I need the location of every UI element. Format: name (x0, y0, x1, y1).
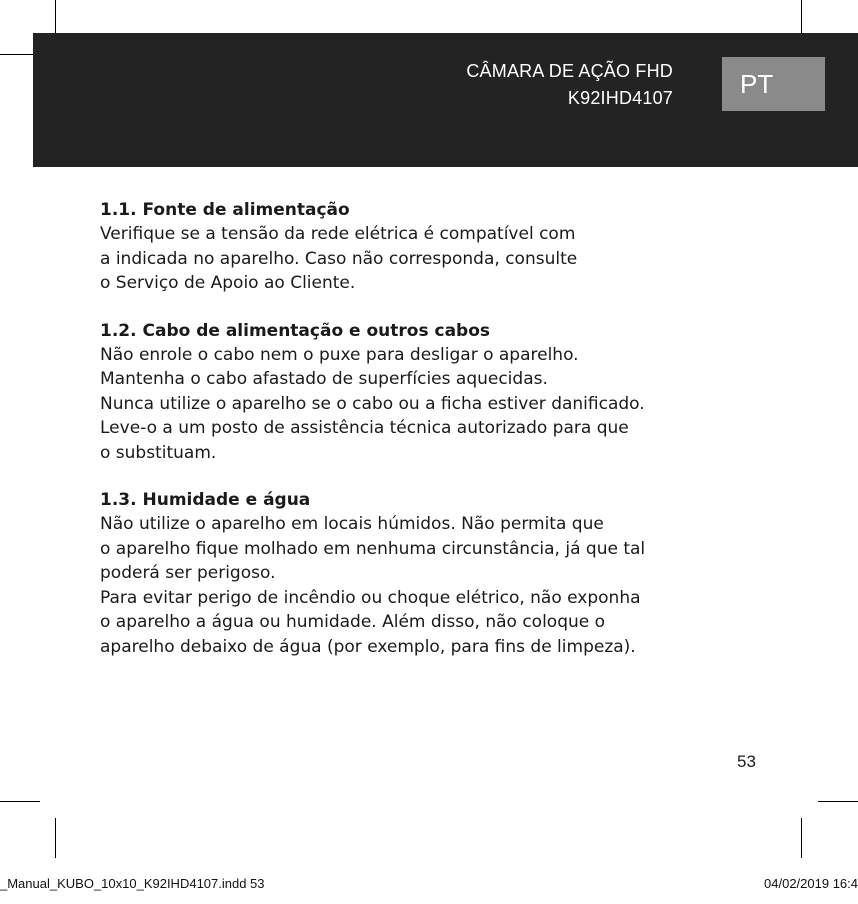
product-title (466, 58, 673, 112)
crop-mark (818, 801, 858, 802)
body-line: Nunca utilize o aparelho se o cabo ou a ficha estiver danificado. (100, 393, 645, 414)
section-heading: 1.3. Humidade e água (100, 490, 311, 510)
body-line: Leve-o a um posto de assistência técnica autorizado para que (100, 418, 629, 438)
section-power-cable (100, 319, 800, 466)
body-line: o aparelho fique molhado em nenhuma circunstância, já que tal (100, 538, 646, 559)
page-content (100, 198, 800, 682)
body-line: Não utilize o aparelho em locais húmidos. Não permita que (100, 514, 604, 534)
section-heading: 1.1. Fonte de alimentação (100, 200, 350, 220)
crop-mark (0, 801, 40, 802)
product-title-line1: CÂMARA DE AÇÃO FHD (466, 61, 673, 81)
section-power-source (100, 198, 800, 296)
body-line: poderá ser perigoso. (100, 563, 276, 583)
section-humidity-water (100, 488, 800, 659)
crop-mark (801, 818, 802, 858)
body-line: Não enrole o cabo nem o puxe para desligar o aparelho. (100, 344, 579, 365)
body-line: o Serviço de Apoio ao Cliente. (100, 273, 356, 293)
body-line: a indicada no aparelho. Caso não corresponda, consulte (100, 248, 578, 269)
language-tab: PT (722, 57, 825, 111)
page-number: 53 (737, 752, 756, 771)
body-line: o substituam. (100, 442, 217, 463)
body-line: aparelho debaixo de água (por exemplo, para fins de limpeza). (100, 636, 636, 657)
footer-timestamp: 04/02/2019 16:4 (764, 876, 858, 891)
crop-mark (0, 54, 34, 55)
body-line: Mantenha o cabo afastado de superfícies aquecidas. (100, 369, 548, 389)
footer-file-info: _Manual_KUBO_10x10_K92IHD4107.indd 53 (0, 876, 265, 891)
body-line: o aparelho a água ou humidade. Além disso, não coloque o (100, 612, 606, 632)
crop-mark (55, 818, 56, 858)
product-model: K92IHD4107 (567, 88, 673, 108)
section-heading: 1.2. Cabo de alimentação e outros cabos (100, 320, 491, 341)
body-line: Verifique se a tensão da rede elétrica é compatível com (100, 224, 576, 244)
body-line: Para evitar perigo de incêndio ou choque elétrico, não exponha (100, 587, 641, 608)
